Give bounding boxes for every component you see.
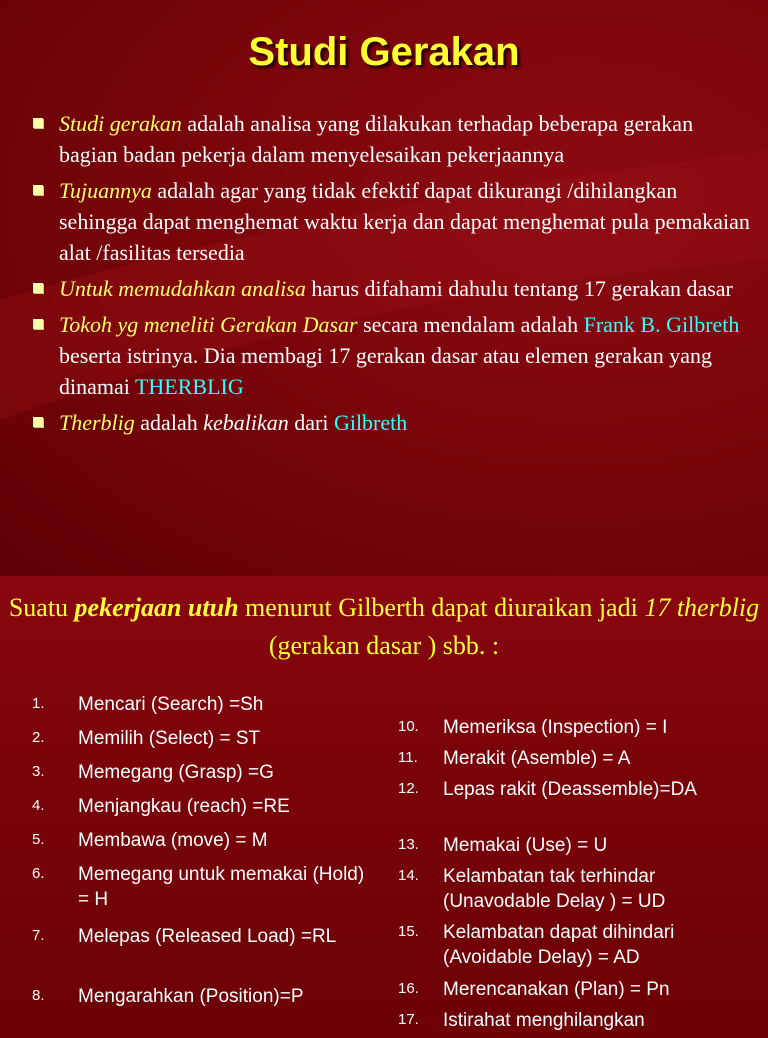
item-text: Memegang (Grasp) =G bbox=[78, 762, 274, 783]
square-bullet-icon bbox=[33, 319, 43, 329]
item-number: 5. bbox=[32, 831, 45, 848]
item-number: 4. bbox=[32, 797, 45, 814]
bullet-text: secara mendalam adalah bbox=[357, 312, 584, 337]
bullet-list bbox=[30, 108, 750, 443]
item-text: Merencanakan (Plan) = Pn bbox=[443, 979, 670, 1000]
item-text: Memegang untuk memakai (Hold) = H bbox=[78, 864, 365, 910]
bullet-text: adalah bbox=[134, 410, 204, 435]
bullet-item bbox=[30, 108, 750, 170]
item-number: 17. bbox=[398, 1011, 419, 1028]
bullet-item bbox=[30, 273, 750, 304]
bullet-highlight: Gilbreth bbox=[333, 410, 408, 435]
slide-title: Studi Gerakan bbox=[248, 30, 520, 74]
bullet-emphasis: Tujuannya bbox=[59, 178, 152, 203]
item-text: Istirahat menghilangkan bbox=[443, 1010, 645, 1031]
square-bullet-icon bbox=[33, 283, 43, 293]
list-item bbox=[32, 828, 372, 862]
list-item bbox=[398, 977, 758, 1008]
section-subtitle bbox=[0, 589, 768, 665]
item-number: 7. bbox=[32, 927, 45, 944]
list-item bbox=[398, 920, 758, 977]
list-item bbox=[398, 1008, 758, 1038]
therblig-list-right bbox=[398, 715, 758, 1038]
list-item bbox=[398, 833, 758, 864]
item-text: Memeriksa (Inspection) = I bbox=[443, 717, 668, 738]
square-bullet-icon bbox=[33, 417, 43, 427]
list-item bbox=[32, 924, 372, 984]
subtitle-part: menurut Gilberth dapat diuraikan jadi bbox=[238, 593, 645, 622]
item-text: Kelambatan dapat dihindari (Avoidable Delay) = AD bbox=[443, 922, 675, 968]
bullet-text: beserta istrinya. Dia membagi 17 gerakan dasar atau elemen gerakan yang dinamai bbox=[59, 343, 712, 399]
list-item bbox=[32, 984, 372, 1014]
item-text: Mengarahkan (Position)=P bbox=[78, 986, 304, 1007]
list-item bbox=[32, 726, 372, 760]
bullet-italic: kebalikan bbox=[203, 410, 289, 435]
therblig-list-left bbox=[32, 692, 372, 1014]
bullet-emphasis: Tokoh yg meneliti Gerakan Dasar bbox=[59, 312, 358, 337]
item-number: 2. bbox=[32, 729, 45, 746]
bullet-highlight: Frank B. Gilbreth bbox=[583, 312, 740, 337]
item-text: Menjangkau (reach) =RE bbox=[78, 796, 290, 817]
bullet-text: adalah agar yang tidak efektif dapat dikurangi /dihilangkan sehingga dapat menghemat waktu kerja dan dapat menghemat pula pemakaian alat /fasilitas tersedia bbox=[59, 178, 750, 265]
list-item bbox=[32, 692, 372, 726]
item-number: 3. bbox=[32, 763, 45, 780]
square-bullet-icon bbox=[33, 185, 43, 195]
square-bullet-icon bbox=[33, 118, 43, 128]
bullet-emphasis: Studi gerakan bbox=[59, 111, 182, 136]
item-number: 10. bbox=[398, 718, 419, 735]
list-item bbox=[32, 794, 372, 828]
bullet-item bbox=[30, 309, 750, 402]
item-number: 13. bbox=[398, 836, 419, 853]
item-text: Memakai (Use) = U bbox=[443, 835, 608, 856]
subtitle-emphasis: pekerjaan utuh bbox=[74, 593, 239, 622]
item-text: Membawa (move) = M bbox=[78, 830, 268, 851]
bullet-item bbox=[30, 175, 750, 268]
item-text: Merakit (Asemble) = A bbox=[443, 748, 631, 769]
item-text: Kelambatan tak terhindar (Unavodable Delay ) = UD bbox=[443, 866, 666, 912]
item-number: 15. bbox=[398, 923, 419, 940]
item-number: 11. bbox=[398, 749, 418, 766]
item-number: 12. bbox=[398, 780, 419, 797]
subtitle-emphasis: 17 therblig bbox=[644, 593, 760, 622]
list-item bbox=[398, 864, 758, 920]
list-item bbox=[398, 746, 758, 777]
bullet-text: adalah analisa yang dilakukan terhadap beberapa gerakan bagian badan pekerja dalam menyelesaikan pekerjaannya bbox=[59, 111, 694, 167]
item-text: Mencari (Search) =Sh bbox=[78, 694, 264, 715]
subtitle-part: (gerakan dasar ) sbb. : bbox=[268, 631, 500, 660]
bullet-highlight: THERBLIG bbox=[134, 374, 244, 399]
list-item bbox=[398, 715, 758, 746]
bullet-emphasis: Therblig bbox=[59, 410, 135, 435]
item-text: Memilih (Select) = ST bbox=[78, 728, 261, 749]
bullet-text: dari bbox=[288, 410, 334, 435]
bullet-item bbox=[30, 407, 750, 438]
item-number: 6. bbox=[32, 865, 45, 882]
subtitle-part: Suatu bbox=[8, 593, 75, 622]
list-item bbox=[398, 777, 758, 833]
bullet-text: harus difahami dahulu tentang 17 gerakan dasar bbox=[305, 276, 733, 301]
item-number: 8. bbox=[32, 987, 45, 1004]
item-number: 14. bbox=[398, 867, 419, 884]
item-text: Lepas rakit (Deassemble)=DA bbox=[443, 779, 697, 800]
item-number: 1. bbox=[32, 695, 45, 712]
item-text: Melepas (Released Load) =RL bbox=[78, 926, 337, 947]
bullet-emphasis: Untuk memudahkan analisa bbox=[59, 276, 306, 301]
list-item bbox=[32, 760, 372, 794]
list-item bbox=[32, 862, 372, 924]
item-number: 16. bbox=[398, 980, 419, 997]
